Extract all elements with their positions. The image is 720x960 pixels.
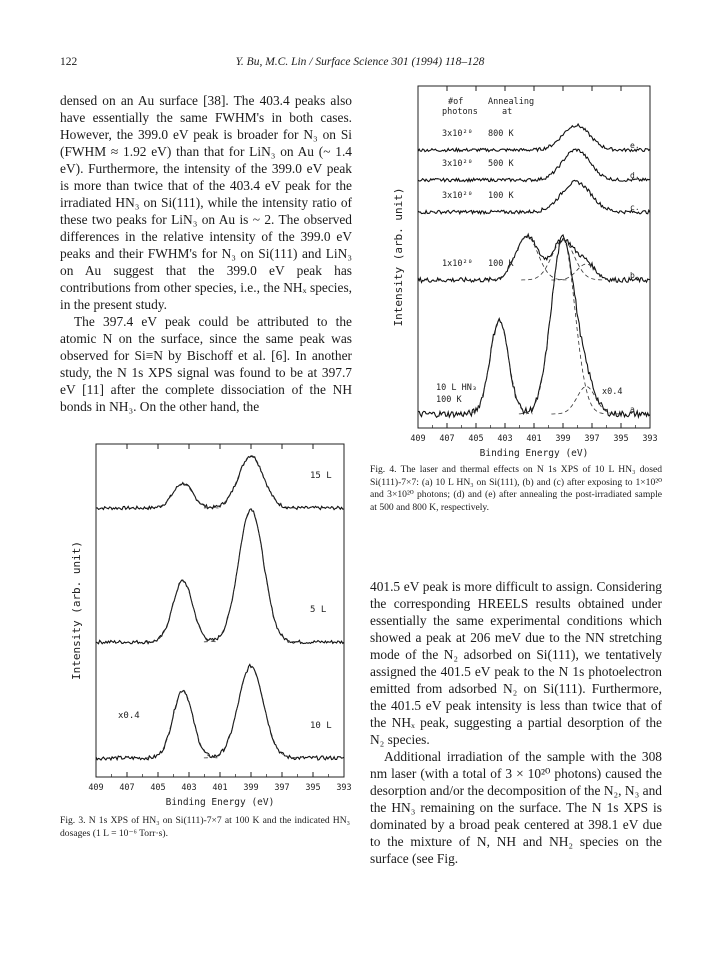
component-peak	[204, 456, 297, 508]
legend-header-at: at	[502, 107, 513, 117]
x-tick-label: 395	[613, 434, 629, 444]
legend-header-annealing: Annealing	[488, 97, 535, 107]
paragraph: 401.5 eV peak is more difficult to assign. Considering the corresponding HREELS results obtained under essentially the same experimental conditions which showed a peak at 206 meV due to the NN stretching mode of the N₂ adsorbed on Si(111), we tentatively assigned the 401.5 eV peak to the N 1s photoelectron emitted from adsorbed N₂ on Si(111). Furthermore, the 401.5 eV peak intensity is less than twice that of the NHₓ peak, suggesting a partial desorption of the N₂ species.	[370, 579, 662, 747]
x-tick-label: 393	[336, 783, 352, 793]
x-tick-label: 405	[150, 783, 166, 793]
journal-reference: Y. Bu, M.C. Lin / Surface Science 301 (1994) 118–128	[235, 56, 485, 68]
x-tick-label: 407	[119, 783, 135, 793]
series-label: 15 L	[310, 471, 332, 481]
x-tick-label: 397	[274, 783, 290, 793]
x-tick-label: 399	[555, 434, 571, 444]
y-axis-label: Intensity (arb. unit)	[392, 187, 405, 327]
spectrum-line	[96, 456, 344, 510]
figure-4-xps-chart	[380, 80, 660, 460]
right-column-text	[370, 578, 662, 867]
scale-label: x0.4	[118, 711, 140, 721]
component-peak	[204, 666, 297, 758]
x-tick-label: 409	[88, 783, 104, 793]
component-peak	[146, 484, 219, 509]
x-tick-label: 395	[305, 783, 321, 793]
anneal-label: 100 K	[488, 191, 514, 201]
photon-label: 3x10²⁰	[442, 159, 473, 169]
series-label: b.	[630, 271, 640, 280]
spectrum-line	[96, 509, 344, 644]
figure-4-caption: Fig. 4. The laser and thermal effects on N 1s XPS of 10 L HN₃ dosed Si(111)-7×7: (a) 10 L HN₃ on Si(111), (b) and (c) after exposing to 1×10²⁰ and 3×10²⁰ photons; (d) and (e) after annealing the post-irradiated sample at 500 and 800 K, respectively.	[370, 464, 662, 513]
component-peak	[551, 264, 619, 280]
dose-label: 10 L HN₃	[436, 383, 477, 393]
x-axis-label: Binding Energy (eV)	[479, 448, 589, 459]
paragraph: densed on an Au surface [38]. The 403.4 peaks also have essentially the same FWHM's in both cases. However, the 399.0 eV peak is broader for N₃ on Si (FWHM ≈ 1.92 eV) than that for LiN₃ on Au (~ 1.4 eV). Furthermore, the intensity of the 399.0 eV peak is more than twice that of the 403.4 eV peak for the irradiated HN₃ on Si(111), while the intensity ratio of these two peaks for LiN₃ on Au is ~ 2. The observed differences in the relative intensity of the 399.0 eV peaks and their FWHM's for N₃ on Si(111) and LiN₃ on Au suggest that the 399.0 eV peak has contributions from other species, i.e., the NHₓ species, in the present study.	[60, 93, 352, 312]
figure-3-caption: Fig. 3. N 1s XPS of HN₃ on Si(111)-7×7 at 100 K and the indicated HN₃ dosages (1 L = 10⁻⁶ Torr·s).	[60, 815, 350, 839]
x-tick-label: 393	[642, 434, 658, 444]
series-label: a.	[630, 405, 640, 414]
figure-3-xps-chart	[60, 432, 350, 807]
anneal-label: 100 K	[436, 395, 462, 405]
component-peak	[521, 240, 604, 280]
plot-frame	[96, 444, 344, 777]
series-label: 5 L	[310, 605, 327, 615]
anneal-label: 100 K	[488, 259, 514, 269]
anneal-label: 500 K	[488, 159, 514, 169]
component-peak	[464, 321, 532, 414]
series-label: c.	[630, 203, 640, 212]
y-axis-label: Intensity (arb. unit)	[70, 540, 83, 681]
legend-header-photons-2: photons	[442, 107, 478, 117]
component-peak	[146, 690, 219, 758]
series-label: d.	[630, 171, 640, 180]
x-tick-label: 399	[243, 783, 259, 793]
paragraph: Additional irradiation of the sample with the 308 nm laser (with a total of 3 × 10²⁰ photons) caused the desorption and/or the decomposition of the N₂, N₃ and the HN₃ remaining on the surface. The N 1s XPS is dominated by a broad peak centered at 398.1 eV due to the mixture of N, NH and NH₂ species on the surface (see Fig.	[370, 749, 662, 866]
x-tick-label: 407	[439, 434, 455, 444]
x-tick-label: 397	[584, 434, 600, 444]
photon-label: 3x10²⁰	[442, 129, 473, 139]
x-axis-label: Binding Energy (eV)	[165, 797, 275, 808]
legend-header-photons: #of	[448, 97, 464, 107]
scale-label: x0.4	[602, 387, 623, 397]
running-head	[60, 56, 660, 72]
x-tick-label: 405	[468, 434, 484, 444]
x-tick-label: 403	[497, 434, 513, 444]
component-peak	[204, 509, 297, 642]
photon-label: 3x10²⁰	[442, 191, 473, 201]
anneal-label: 800 K	[488, 129, 514, 139]
x-tick-label: 409	[410, 434, 426, 444]
page-number: 122	[60, 56, 78, 68]
x-tick-label: 403	[181, 783, 197, 793]
series-label: 10 L	[310, 721, 332, 731]
photon-label: 1x10²⁰	[442, 259, 473, 269]
x-tick-label: 401	[526, 434, 542, 444]
x-tick-label: 401	[212, 783, 228, 793]
series-label: e.	[630, 141, 640, 150]
left-column-text	[60, 92, 352, 415]
component-peak	[146, 581, 219, 642]
paragraph: The 397.4 eV peak could be attributed to the atomic N on the surface, since the same peak was observed for Si≡N by Bischoff et al. [6]. In another study, the N 1s XPS signal was found to be at 397.7 eV [11] after the complete dissociation of the NH bonds in NH₃. On the other hand, the	[60, 314, 352, 414]
